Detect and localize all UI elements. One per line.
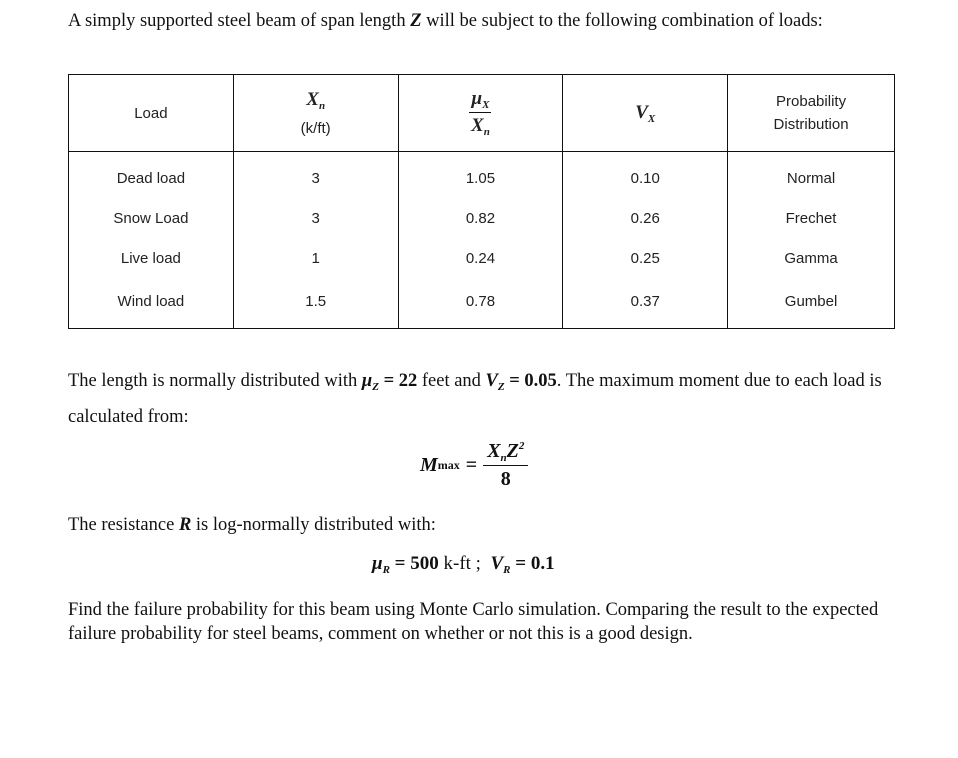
cell-vx: 0.25 xyxy=(563,238,728,278)
cell-xn: 3 xyxy=(233,152,398,199)
header-load: Load xyxy=(69,75,234,152)
header-cov: $V_X$ xyxy=(563,75,728,152)
header-distribution: Probability Distribution xyxy=(728,75,895,152)
cell-ratio: 1.05 xyxy=(398,152,563,199)
header-xn: $X_n$ (k/ft) xyxy=(233,75,398,152)
cell-vx: 0.37 xyxy=(563,278,728,329)
cell-load: Dead load xyxy=(69,152,234,199)
cell-dist: Frechet xyxy=(728,198,895,238)
length-paragraph: The length is normally distributed with $\mu_Z = 22$ feet and $V_Z = 0.05$. The maximum moment due to each load is calculated from: xyxy=(68,371,882,427)
moment-equation: M max = $\frac{X_nZ^2}{8}$ xyxy=(420,440,528,491)
cell-dist: Gamma xyxy=(728,238,895,278)
table-header-row xyxy=(69,75,895,152)
table-row xyxy=(69,152,895,199)
intro-text-after: will be subject to the following combination of loads: xyxy=(426,11,823,31)
table-row xyxy=(69,238,895,278)
cell-dist: Gumbel xyxy=(728,278,895,329)
loads-table xyxy=(68,74,895,329)
header-xn-unit: (k/ft) xyxy=(300,120,331,137)
header-mean-ratio: $\frac{\mu_X}{X_n}$ xyxy=(398,75,563,152)
cell-dist: Normal xyxy=(728,152,895,199)
span-variable-z: Z xyxy=(410,11,422,31)
cell-xn: 3 xyxy=(233,198,398,238)
cell-xn: 1 xyxy=(233,238,398,278)
final-paragraph: Find the failure probability for this beam using Monte Carlo simulation. Comparing the result to the expected failure probability for steel beams, comment on whether or not this is a good design. xyxy=(68,600,879,644)
intro-paragraph xyxy=(68,8,898,34)
table-row xyxy=(69,278,895,329)
cell-xn: 1.5 xyxy=(233,278,398,329)
intro-text-before: A simply supported steel beam of span length xyxy=(68,11,406,31)
resistance-paragraph: The resistance R is log-normally distributed with: xyxy=(68,515,436,535)
cell-load: Live load xyxy=(69,238,234,278)
cell-ratio: 0.78 xyxy=(398,278,563,329)
cell-vx: 0.10 xyxy=(563,152,728,199)
cell-ratio: 0.24 xyxy=(398,238,563,278)
cell-load: Wind load xyxy=(69,278,234,329)
cell-vx: 0.26 xyxy=(563,198,728,238)
resistance-equation: $\mu_R = 500$ k-ft ; $V_R = 0.1$ xyxy=(372,553,555,576)
cell-load: Snow Load xyxy=(69,198,234,238)
table-row xyxy=(69,198,895,238)
cell-ratio: 0.82 xyxy=(398,198,563,238)
